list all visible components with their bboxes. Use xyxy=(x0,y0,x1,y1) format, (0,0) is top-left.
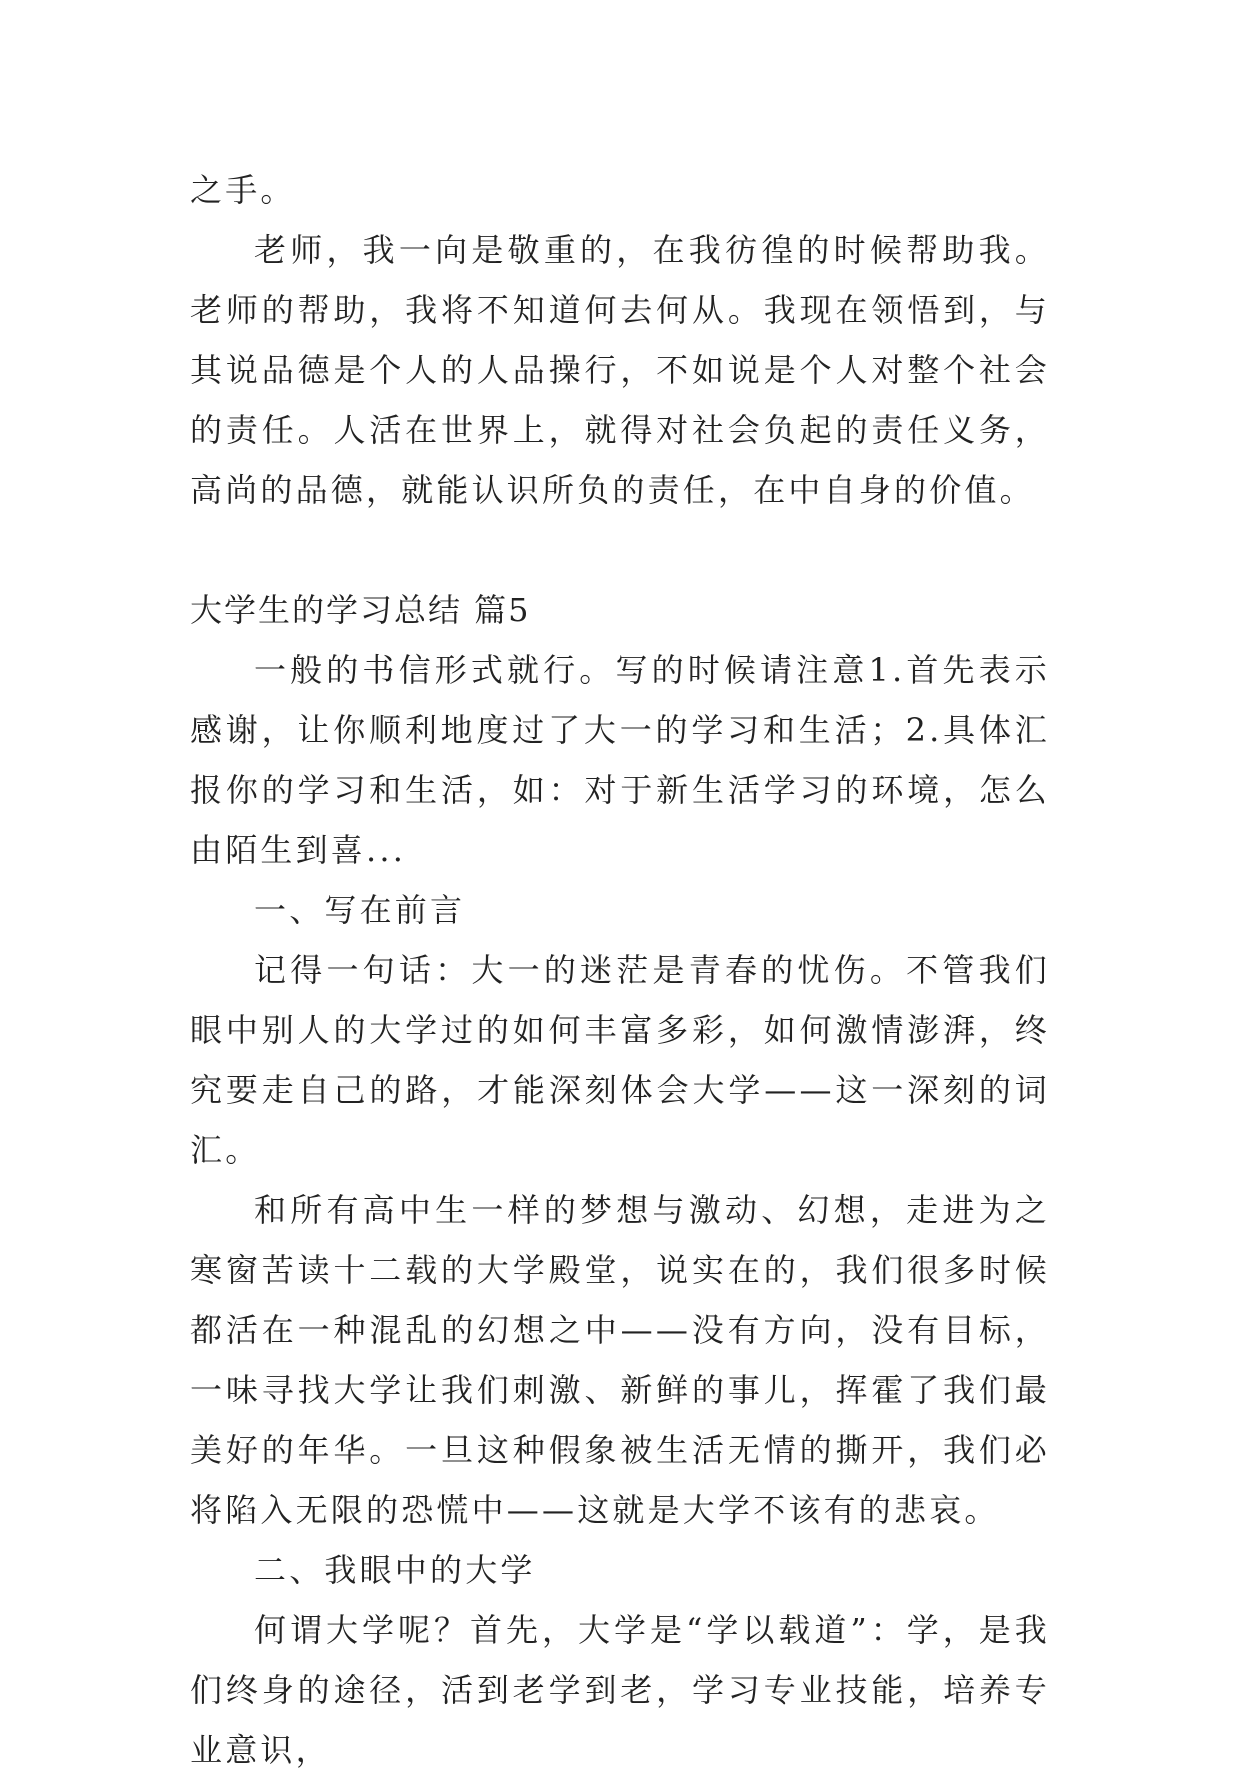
paragraph-what-is-university: 何谓大学呢？首先，大学是“学以载道”：学，是我们终身的途径，活到老学到老，学习专业技能，培养专业意识， xyxy=(190,1611,1050,1769)
document-body xyxy=(190,160,1050,1780)
paragraph-freshman-confusion: 记得一句话：大一的迷茫是青春的忧伤。不管我们眼中别人的大学过的如何丰富多彩，如何激情澎湃，终究要走自己的路，才能深刻体会大学——这一深刻的词汇。 xyxy=(190,951,1050,1169)
paragraph-letter-format: 一般的书信形式就行。写的时候请注意1.首先表示感谢，让你顺利地度过了大一的学习和生活；2.具体汇报你的学习和生活，如：对于新生活学习的环境，怎么由陌生到喜... xyxy=(190,651,1050,869)
subheading-my-university: 二、我眼中的大学 xyxy=(254,1551,536,1589)
paragraph-continuation: 之手。 xyxy=(190,171,296,209)
section-title: 大学生的学习总结 篇5 xyxy=(190,591,531,629)
subheading-preface: 一、写在前言 xyxy=(254,891,466,929)
paragraph-teacher: 老师，我一向是敬重的，在我彷徨的时候帮助我。老师的帮助，我将不知道何去何从。我现在领悟到，与其说品德是个人的人品操行，不如说是个人对整个社会的责任。人活在世界上，就得对社会负起的责任义务，高尚的品德，就能认识所负的责任，在中自身的价值。 xyxy=(190,231,1050,509)
paragraph-dreams: 和所有高中生一样的梦想与激动、幻想，走进为之寒窗苦读十二载的大学殿堂，说实在的，我们很多时候都活在一种混乱的幻想之中——没有方向，没有目标，一味寻找大学让我们刺激、新鲜的事儿，挥霍了我们最美好的年华。一旦这种假象被生活无情的撕开，我们必将陷入无限的恐慌中——这就是大学不该有的悲哀。 xyxy=(190,1191,1050,1529)
